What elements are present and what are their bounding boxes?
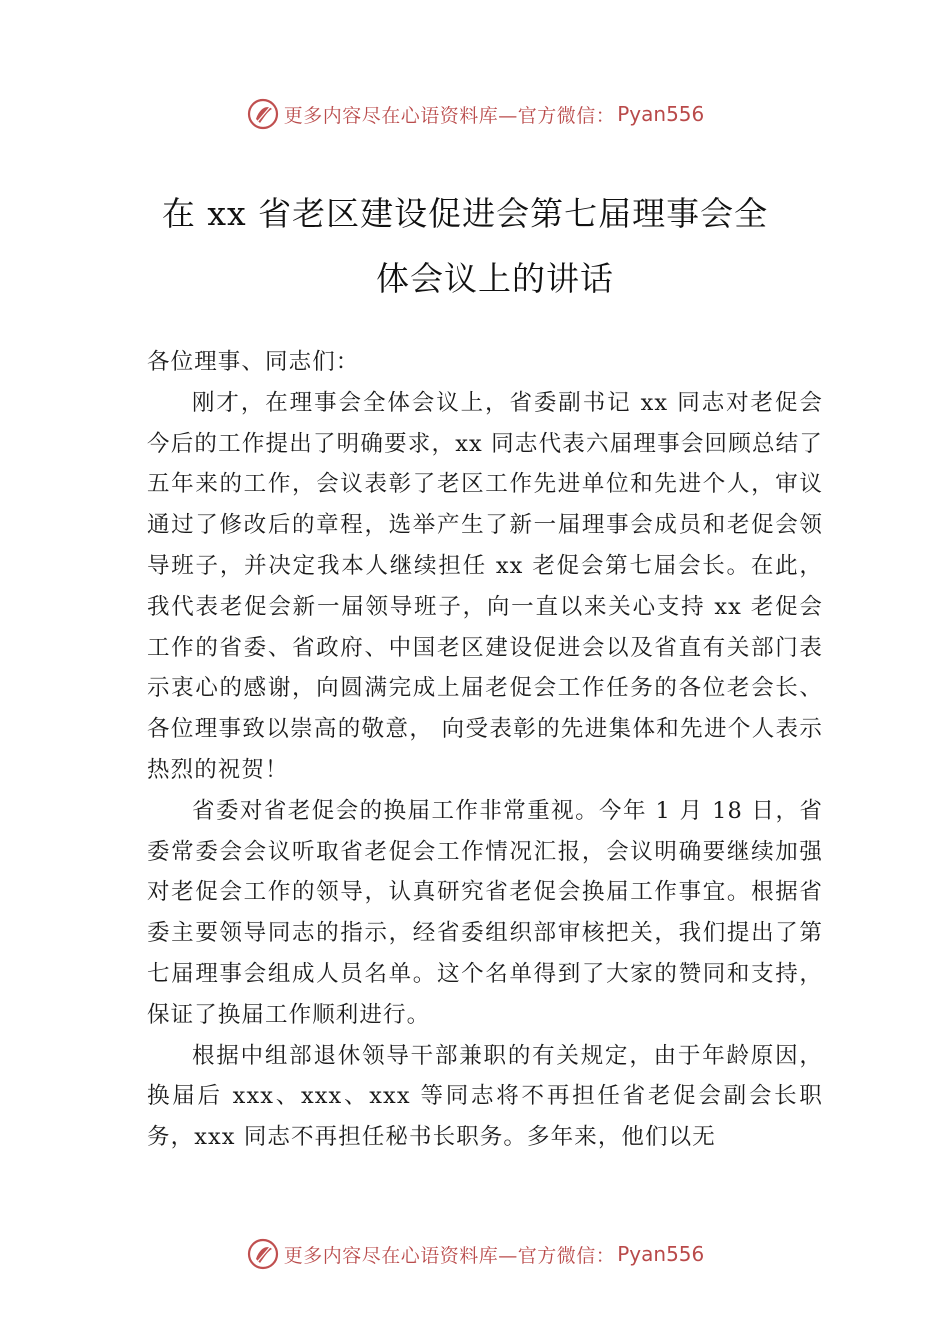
salutation: 各位理事、同志们： bbox=[147, 349, 360, 375]
paragraph-3: 根据中组部退休领导干部兼职的有关规定，由于年龄原因，换届后 xxx、xxx、xxx 等同志将不再担任省老促会副会长职务，xxx 同志不再担任秘书长职务。多年来，他们以无 bbox=[147, 1042, 823, 1151]
watermark-text: 更多内容尽在心语资料库—官方微信： bbox=[283, 1244, 616, 1267]
footer-watermark bbox=[0, 1236, 950, 1272]
header-watermark bbox=[0, 96, 950, 132]
document-title-line2: 体会议上的讲话 bbox=[376, 259, 614, 298]
logo-icon bbox=[246, 1237, 280, 1271]
watermark-wechat-id: Pyan556 bbox=[617, 1242, 705, 1266]
document-body bbox=[147, 342, 823, 1158]
logo-icon bbox=[246, 97, 280, 131]
watermark-wechat-id: Pyan556 bbox=[617, 102, 705, 126]
paragraph-2: 省委对省老促会的换届工作非常重视。今年 1 月 18 日，省委常委会会议听取省老促会工作情况汇报，会议明确要继续加强对老促会工作的领导，认真研究省老促会换届工作事宜。根据省委主要领导同志的指示，经省委组织部审核把关，我们提出了第七届理事会组成人员名单。这个名单得到了大家的赞同和支持，保证了换届工作顺利进行。 bbox=[147, 797, 823, 1028]
paragraph-1: 刚才，在理事会全体会议上，省委副书记 xx 同志对老促会今后的工作提出了明确要求，xx 同志代表六届理事会回顾总结了五年来的工作，会议表彰了老区工作先进单位和先进个人，审议通过了修改后的章程，选举产生了新一届理事会成员和老促会领导班子，并决定我本人继续担任 xx 老促会第七届会长。在此，我代表老促会新一届领导班子，向一直以来关心支持 xx 老促会工作的省委、省政府、中国老区建设促进会以及省直有关部门表示衷心的感谢，向圆满完成上届老促会工作任务的各位老会长、各位理事致以崇高的敬意， 向受表彰的先进集体和先进个人表示热烈的祝贺！ bbox=[147, 389, 823, 783]
watermark-text: 更多内容尽在心语资料库—官方微信： bbox=[283, 104, 616, 127]
document-title-line1: 在 xx 省老区建设促进会第七届理事会全 bbox=[161, 194, 769, 233]
